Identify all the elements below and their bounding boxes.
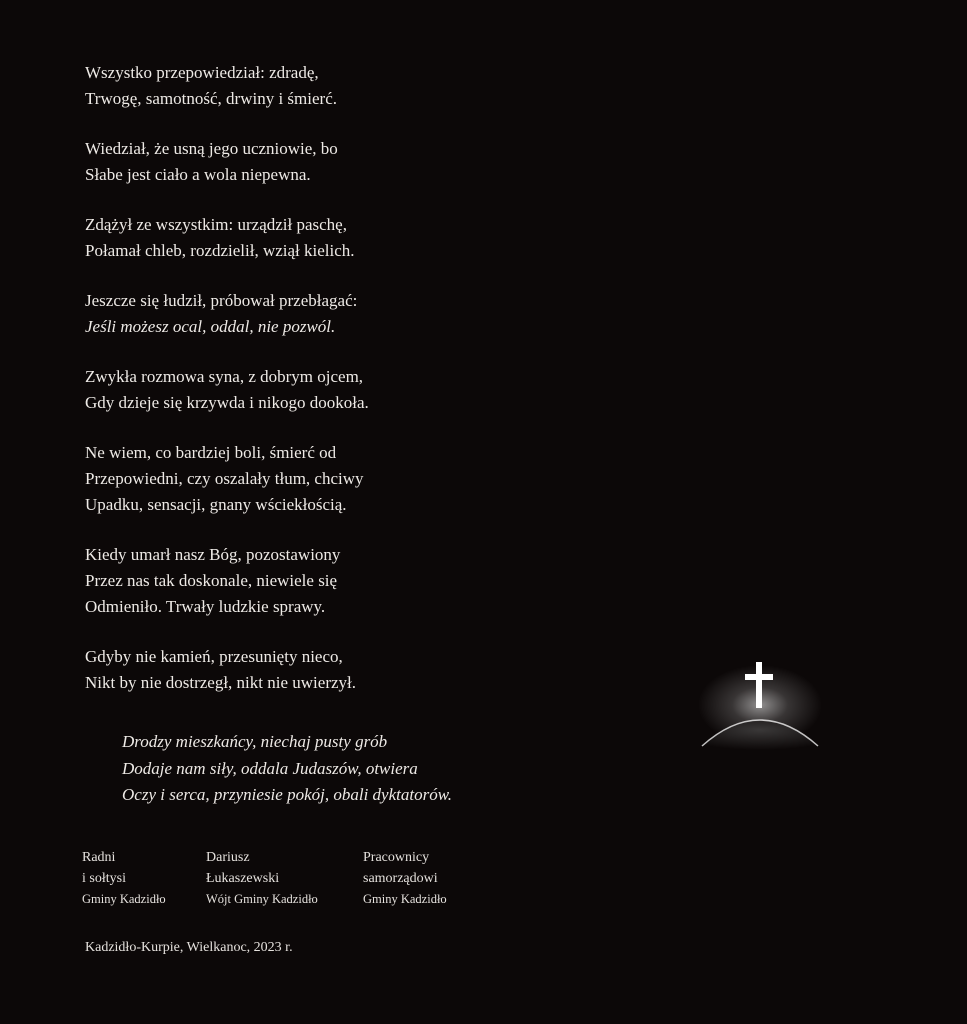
signature-mayor <box>206 847 318 910</box>
poem-line: Gdyby nie kamień, przesunięty nieco, <box>85 647 343 666</box>
signature-line: Wójt Gminy Kadzidło <box>206 892 318 906</box>
cross-graphic <box>690 650 830 750</box>
signature-line: Gminy Kadzidło <box>82 892 166 906</box>
poem-line: Odmieniło. Trwały ludzkie sprawy. <box>85 597 326 616</box>
poem-line: Jeszcze się łudził, próbował przebłagać: <box>85 291 358 310</box>
poem-line: Kiedy umarł nasz Bóg, pozostawiony <box>85 545 341 564</box>
easter-wish <box>122 729 452 809</box>
stanza-4 <box>85 288 645 340</box>
poem-line: Gdy dzieje się krzywda i nikogo dookoła. <box>85 393 369 412</box>
stanza-2 <box>85 136 645 188</box>
signature-line: i sołtysi <box>82 871 126 886</box>
stanza-6 <box>85 440 645 518</box>
poem <box>85 60 645 720</box>
signature-councillors <box>82 847 166 910</box>
signature-staff <box>363 847 447 910</box>
stanza-5 <box>85 364 645 416</box>
stanza-3 <box>85 212 645 264</box>
signature-line: samorządowi <box>363 871 438 886</box>
stanza-7 <box>85 542 645 620</box>
signature-line: Radni <box>82 850 116 865</box>
wish-line: Oczy i serca, przyniesie pokój, obali dyktatorów. <box>122 785 453 804</box>
stanza-8 <box>85 644 645 696</box>
poem-line: Połamał chleb, rozdzielił, wziął kielich. <box>85 241 355 260</box>
poem-line: Upadku, sensacji, gnany wściekłością. <box>85 495 347 514</box>
wish-line: Dodaje nam siły, oddala Judaszów, otwiera <box>122 758 418 778</box>
poem-line: Zdążył ze wszystkim: urządził paschę, <box>85 215 347 234</box>
stanza-1 <box>85 60 645 112</box>
signature-line: Gminy Kadzidło <box>363 892 447 906</box>
poem-line: Wszystko przepowiedział: zdradę, <box>85 63 319 82</box>
poem-line-italic: Jeśli możesz ocal, oddal, nie pozwól. <box>85 317 336 336</box>
poem-line: Ne wiem, co bardziej boli, śmierć od <box>85 443 337 462</box>
signature-line: Dariusz <box>206 850 250 865</box>
poem-line: Trwogę, samotność, drwiny i śmierć. <box>85 89 337 108</box>
poem-line: Przez nas tak doskonale, niewiele się <box>85 571 338 590</box>
poem-line: Wiedział, że usną jego uczniowie, bo <box>85 139 338 158</box>
poem-line: Przepowiedni, czy oszalały tłum, chciwy <box>85 469 364 488</box>
place-date: Kadzidło-Kurpie, Wielkanoc, 2023 r. <box>85 940 293 955</box>
signature-line: Łukaszewski <box>206 871 280 886</box>
poem-line: Zwykła rozmowa syna, z dobrym ojcem, <box>85 367 364 386</box>
cross-icon <box>690 650 830 750</box>
signature-line: Pracownicy <box>363 850 430 865</box>
poem-line: Nikt by nie dostrzegł, nikt nie uwierzył. <box>85 673 356 692</box>
wish-line: Drodzy mieszkańcy, niechaj pusty grób <box>122 732 388 751</box>
poem-line: Słabe jest ciało a wola niepewna. <box>85 165 311 184</box>
